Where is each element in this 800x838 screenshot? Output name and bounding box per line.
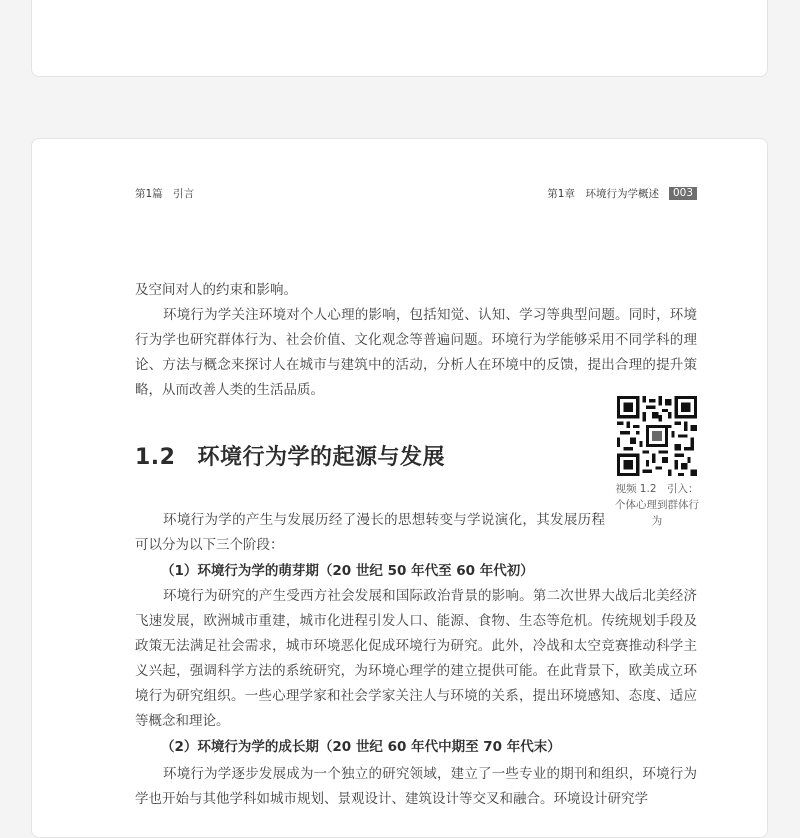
previous-page-text [104, 0, 664, 1]
subheading-1: （1）环境行为学的萌芽期（20 世纪 50 年代至 60 年代初） [161, 563, 534, 579]
paragraph-4: 环境行为研究的产生受西方社会发展和国际政治背景的影响。第二次世界大战后北美经济飞速发展，欧洲城市重建，城市化进程引发人口、能源、食物、生态等危机。传统规划手段及政策无法满足社会需求，城市环境恶化促成环境行为研究。此外，冷战和太空竞赛推动科学主义兴起，强调科学方法的系统研究，为环境心理学的建立提供可能。在此背景下，欧美成立环境行为研究组织。一些心理学家和社会学家关注人与环境的关系，提出环境感知、态度、适应等概念和理论。 [135, 588, 697, 729]
previous-page [31, 0, 768, 77]
paragraph-3: 环境行为学的产生与发展历经了漫长的思想转变与学说演化，其发展历程可以分为以下三个阶段： [135, 512, 605, 553]
running-head [135, 186, 697, 202]
part-title: 第1篇 引言 [135, 188, 195, 200]
page-number: 003 [669, 187, 697, 200]
section-number: 1.2 [135, 445, 176, 470]
chapter-heading [547, 186, 697, 201]
qr-code-icon[interactable] [617, 396, 697, 476]
subheading-2: （2）环境行为学的成长期（20 世纪 60 年代中期至 70 年代末） [161, 739, 561, 755]
paragraph-2: 环境行为学关注环境对个人心理的影响，包括知觉、认知、学习等典型问题。同时，环境行为学也研究群体行为、社会价值、文化观念等普遍问题。环境行为学能够采用不同学科的理论、方法与概念来探讨人在城市与建筑中的活动，分析人在环境中的反馈，提出合理的提升策略，从而改善人类的生活品质。 [135, 307, 697, 398]
qr-caption: 视频 1.2 引入：个体心理到群体行为 [615, 483, 699, 527]
paragraph-1: 及空间对人的约束和影响。 [135, 282, 297, 298]
section-heading [135, 440, 445, 471]
section-title: 环境行为学的起源与发展 [197, 445, 445, 470]
chapter-title: 第1章 环境行为学概述 [547, 188, 659, 200]
paragraph-5: 环境行为学逐步发展成为一个独立的研究领域，建立了一些专业的期刊和组织，环境行为学也开始与其他学科如城市规划、景观设计、建筑设计等交叉和融合。环境设计研究学 [135, 766, 697, 807]
